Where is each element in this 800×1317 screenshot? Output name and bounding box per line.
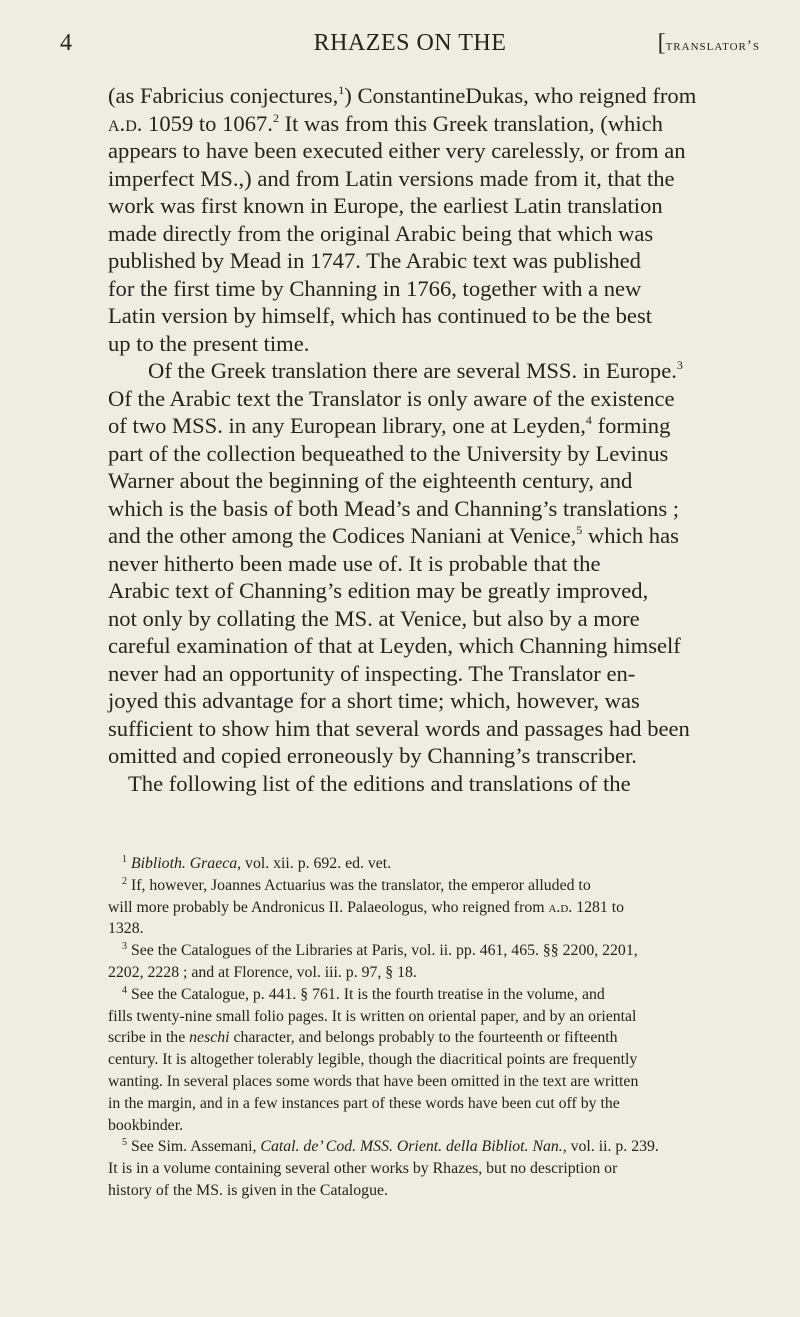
text-line: sufficient to show him that several words and passages had been: [108, 715, 690, 741]
text-line: imperfect MS.,) and from Latin versions made from it, that the: [108, 165, 675, 191]
text-line: Latin version by himself, which has continued to be the best: [108, 303, 653, 328]
footnote-line: will more probably be Andronicus II. Palaeologus, who reigned from a.d. 1281 to: [108, 898, 625, 916]
footnote-4: [108, 984, 748, 1137]
text-line: Of the Greek translation there are several MSS. in Europe.$^3$: [148, 358, 683, 383]
text-line: made directly from the original Arabic being that which was: [108, 220, 654, 246]
footnote-line: wanting. In several places some words that have been omitted in the text are written: [108, 1072, 639, 1090]
footnote-mark: 3: [122, 941, 127, 953]
text-line: omitted and copied erroneously by Channing’s transcriber.: [108, 743, 637, 768]
footnote-ref: 2: [272, 110, 279, 125]
footnote-line: 1328.: [108, 920, 144, 938]
footnote-2: [108, 875, 748, 940]
footnote-line: bookbinder.: [108, 1116, 184, 1134]
text-line: The following list of the editions and translations of the: [128, 770, 631, 796]
text-line: of two MSS. in any European library, one at Leyden,$^4$ forming: [108, 413, 671, 438]
text-line: which is the basis of both Mead’s and Channing’s translations ;: [108, 495, 680, 521]
text-line: Of the Arabic text the Translator is only aware of the existence: [108, 385, 675, 411]
running-right-bracket: [: [657, 30, 666, 56]
footnote-ref: 3: [676, 358, 683, 372]
footnote-ref: 1: [338, 83, 345, 97]
footnote-line: fills twenty-nine small folio pages. It is written on oriental paper, and by an oriental: [108, 1007, 637, 1025]
footnote-ref: 4: [585, 413, 592, 427]
footnotes: [108, 853, 748, 1202]
text-line: Warner about the beginning of the eighteenth century, and: [108, 468, 633, 493]
text-line: published by Mead in 1747. The Arabic text was published: [108, 248, 641, 273]
footnote-line: in the margin, and in a few instances part of these words have been cut off by the: [108, 1094, 620, 1112]
paragraph-1: [108, 82, 748, 357]
footnote-line: It is in a volume containing several other works by Rhazes, but no description or: [108, 1160, 618, 1178]
text-line: work was first known in Europe, the earliest Latin translation: [108, 193, 663, 218]
text-line: not only by collating the MS. at Venice, but also by a more: [108, 605, 640, 631]
running-right: [658, 30, 760, 57]
footnote-1: [108, 853, 748, 875]
text-line: (as Fabricius conjectures,$^1$) ConstantineDukas, who reigned from: [108, 83, 697, 108]
footnote-mark: 1: [122, 854, 127, 865]
paragraph-2: [108, 357, 748, 770]
text-line: never hitherto been made use of. It is probable that the: [108, 550, 601, 576]
running-header: [60, 26, 760, 56]
footnote-mark: 4: [122, 984, 127, 996]
text-line: appears to have been executed either very carelessly, or from an: [108, 138, 686, 163]
text-line: joyed this advantage for a short time; which, however, was: [108, 688, 640, 713]
footnote-line: $^4$ See the Catalogue, p. 441. § 761. It is the fourth treatise in the volume, and: [122, 984, 605, 1003]
footnote-mark: 2: [122, 875, 127, 887]
footnote-5: [108, 1136, 748, 1201]
running-right-text: translator’s: [665, 38, 760, 54]
footnote-mark: 5: [122, 1137, 127, 1149]
paragraph-3: [108, 770, 748, 798]
main-text: [108, 82, 748, 797]
footnote-line: history of the MS. is given in the Catalogue.: [108, 1181, 388, 1199]
text-line: part of the collection bequeathed to the University by Levinus: [108, 440, 669, 466]
text-line: for the first time by Channing in 1766, together with a new: [108, 275, 642, 301]
running-title: RHAZES ON THE: [313, 30, 507, 56]
footnote-ref: 5: [576, 523, 583, 537]
text-line: a.d. 1059 to 1067.$^2$ It was from this Greek translation, (which: [108, 110, 663, 136]
text-line: up to the present time.: [108, 330, 310, 356]
text-line: Arabic text of Channing’s edition may be greatly improved,: [108, 578, 649, 603]
footnote-line: $^1$ Biblioth. Graeca, vol. xii. p. 692. ed. vet.: [122, 854, 392, 872]
text-line: never had an opportunity of inspecting. The Translator en-: [108, 660, 636, 686]
footnote-line: $^3$ See the Catalogues of the Libraries at Paris, vol. ii. pp. 461, 465. §§ 2200, 2201,: [122, 941, 638, 960]
footnote-line: century. It is altogether tolerably legible, though the diacritical points are frequently: [108, 1051, 638, 1069]
text-line: careful examination of that at Leyden, which Channing himself: [108, 633, 681, 658]
footnote-3: [108, 940, 748, 984]
footnote-line: scribe in the neschi character, and belongs probably to the fourteenth or fifteenth: [108, 1029, 618, 1047]
page-number: 4: [60, 30, 72, 56]
footnote-line: $^5$ See Sim. Assemani, Catal. de’ Cod. MSS. Orient. della Bibliot. Nan., vol. ii. p. 239.: [122, 1137, 659, 1156]
text-line: and the other among the Codices Naniani at Venice,$^5$ which has: [108, 523, 679, 548]
footnote-line: $^2$ If, however, Joannes Actuarius was the translator, the emperor alluded to: [122, 875, 591, 894]
footnote-line: 2202, 2228 ; and at Florence, vol. iii. p. 97, § 18.: [108, 963, 417, 981]
